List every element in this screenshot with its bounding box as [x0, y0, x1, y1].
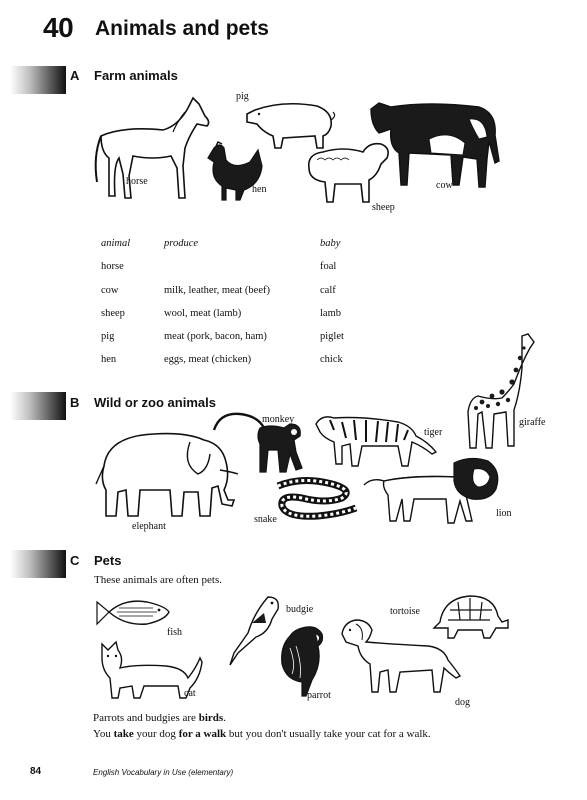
section-b-letter: B	[70, 395, 80, 410]
cow-label: cow	[436, 180, 453, 191]
table-cell-animal: cow	[101, 285, 119, 296]
table-header-baby: baby	[320, 238, 341, 249]
table-cell-produce: eggs, meat (chicken)	[164, 354, 252, 365]
lion-illustration	[362, 455, 506, 527]
cow-illustration	[369, 99, 511, 191]
giraffe-label: giraffe	[519, 417, 546, 428]
budgie-label: budgie	[286, 604, 314, 615]
fish-label: fish	[167, 627, 182, 638]
section-c-intro: These animals are often pets.	[94, 574, 222, 586]
table-cell-produce: milk, leather, meat (beef)	[164, 285, 270, 296]
table-cell-animal: sheep	[101, 308, 125, 319]
walk-sentence-end: but you don't usually take your cat for a walk.	[226, 728, 431, 740]
section-c-marker	[10, 550, 66, 578]
tortoise-label: tortoise	[390, 606, 420, 617]
walk-sentence-part: You	[93, 728, 114, 740]
page-number: 84	[30, 766, 42, 777]
giraffe-illustration	[462, 332, 542, 450]
elephant-illustration	[94, 430, 238, 520]
birds-keyword: birds	[198, 712, 224, 724]
take-keyword: take	[113, 728, 134, 740]
table-cell-animal: hen	[101, 354, 117, 365]
walk-sentence-part: your dog	[133, 728, 179, 740]
for-a-walk-keyword: for a walk	[178, 728, 227, 740]
table-cell-baby: calf	[320, 285, 336, 296]
section-a-title: Farm animals	[94, 68, 178, 83]
section-a-marker	[10, 66, 66, 94]
section-b-marker	[10, 392, 66, 420]
birds-sentence	[93, 712, 226, 724]
unit-number: 40	[43, 12, 74, 43]
table-header-produce: produce	[164, 238, 199, 249]
birds-sentence-part: Parrots and budgies are	[93, 712, 199, 724]
section-a-letter: A	[70, 68, 80, 83]
table-cell-produce: meat (pork, bacon, ham)	[164, 331, 267, 342]
walk-sentence	[93, 728, 431, 740]
table-cell-produce: wool, meat (lamb)	[164, 308, 242, 319]
lion-label: lion	[496, 508, 512, 519]
horse-label: horse	[126, 176, 148, 187]
horse-illustration	[93, 96, 215, 200]
dog-illustration	[340, 616, 464, 694]
table-header-animal: animal	[101, 238, 131, 249]
snake-label: snake	[254, 514, 277, 525]
tiger-label: tiger	[424, 427, 443, 438]
fish-illustration	[95, 598, 171, 628]
parrot-label: parrot	[307, 690, 331, 701]
section-c-title: Pets	[94, 553, 122, 568]
monkey-label: monkey	[262, 414, 295, 425]
elephant-label: elephant	[132, 521, 166, 532]
snake-illustration	[272, 476, 358, 524]
table-cell-baby: piglet	[320, 331, 344, 342]
table-cell-animal: horse	[101, 261, 124, 272]
hen-label: hen	[252, 184, 267, 195]
section-b-title: Wild or zoo animals	[94, 395, 216, 410]
table-cell-baby: foal	[320, 261, 337, 272]
section-c-letter: C	[70, 553, 80, 568]
pig-label: pig	[236, 91, 249, 102]
dog-label: dog	[455, 697, 470, 708]
birds-sentence-end: .	[223, 712, 226, 724]
table-cell-baby: chick	[320, 354, 343, 365]
table-cell-animal: pig	[101, 331, 115, 342]
unit-title: Animals and pets	[95, 17, 269, 40]
sheep-label: sheep	[372, 202, 395, 213]
parrot-illustration	[272, 624, 328, 698]
cat-label: cat	[184, 688, 196, 699]
book-title: English Vocabulary in Use (elementary)	[93, 768, 234, 777]
table-cell-baby: lamb	[320, 308, 341, 319]
